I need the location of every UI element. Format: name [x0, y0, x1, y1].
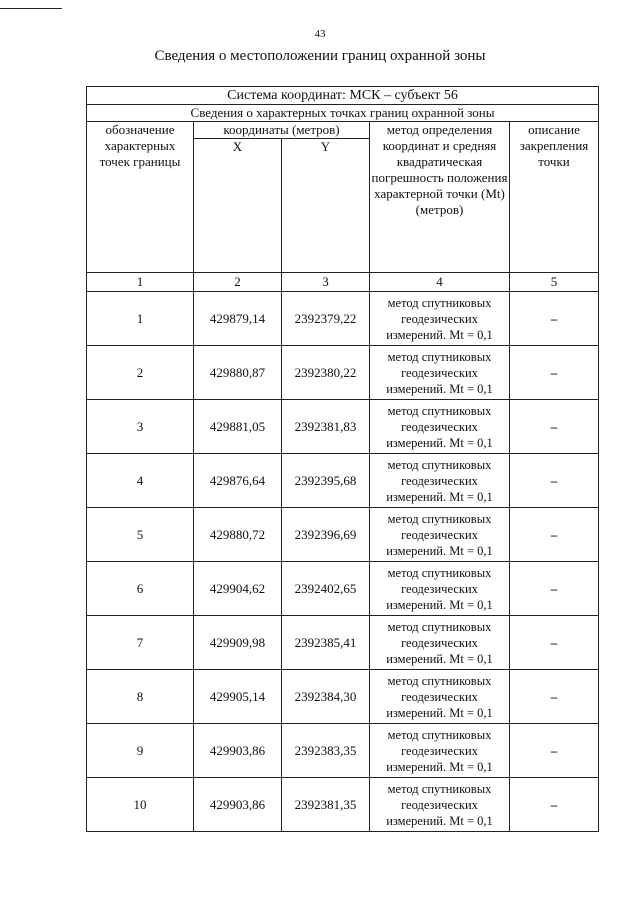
- method-cell: метод спутниковых геодезических измерений. Mt = 0,1: [370, 346, 510, 400]
- fixing-description: –: [510, 400, 599, 454]
- table-row: [87, 400, 599, 454]
- subheader-row: [87, 105, 599, 122]
- coordinate-y: 2392381,35: [282, 778, 370, 832]
- column-number: 4: [370, 273, 510, 292]
- coordinate-y: 2392380,22: [282, 346, 370, 400]
- table-row: [87, 616, 599, 670]
- coordinate-x: 429909,98: [194, 616, 282, 670]
- coordinate-y: 2392396,69: [282, 508, 370, 562]
- header-point-designation: обозначение характерных точек границы: [87, 122, 194, 273]
- coordinate-system-header: Система координат: МСК – субъект 56: [87, 87, 599, 105]
- point-number: 9: [87, 724, 194, 778]
- header-x: X: [194, 139, 282, 273]
- coordinate-y: 2392395,68: [282, 454, 370, 508]
- page-number: 43: [314, 28, 326, 40]
- fixing-description: –: [510, 454, 599, 508]
- point-number: 1: [87, 292, 194, 346]
- coordinate-x: 429905,14: [194, 670, 282, 724]
- boundary-points-table: [86, 86, 599, 832]
- coordinate-x: 429903,86: [194, 724, 282, 778]
- header-coordinates: координаты (метров): [194, 122, 370, 139]
- fixing-description: –: [510, 562, 599, 616]
- table-row: [87, 724, 599, 778]
- table-row: [87, 778, 599, 832]
- point-number: 7: [87, 616, 194, 670]
- method-cell: метод спутниковых геодезических измерений. Mt = 0,1: [370, 292, 510, 346]
- coordinate-x: 429880,87: [194, 346, 282, 400]
- table-row: [87, 562, 599, 616]
- fixing-description: –: [510, 292, 599, 346]
- method-cell: метод спутниковых геодезических измерений. Mt = 0,1: [370, 778, 510, 832]
- point-number: 6: [87, 562, 194, 616]
- coordinate-y: 2392384,30: [282, 670, 370, 724]
- column-number: 1: [87, 273, 194, 292]
- table-subheader: Сведения о характерных точках границ охранной зоны: [87, 105, 599, 122]
- coordinate-y: 2392381,83: [282, 400, 370, 454]
- table-row: [87, 454, 599, 508]
- column-number-row: [87, 273, 599, 292]
- fixing-description: –: [510, 616, 599, 670]
- coordinate-x: 429903,86: [194, 778, 282, 832]
- method-cell: метод спутниковых геодезических измерений. Mt = 0,1: [370, 400, 510, 454]
- table-row: [87, 346, 599, 400]
- point-number: 2: [87, 346, 194, 400]
- point-number: 3: [87, 400, 194, 454]
- column-number: 2: [194, 273, 282, 292]
- point-number: 10: [87, 778, 194, 832]
- document-title: Сведения о местоположении границ охранной зоны: [154, 48, 486, 64]
- header-fixing-description: описание закрепления точки: [510, 122, 599, 273]
- fixing-description: –: [510, 508, 599, 562]
- system-header-row: [87, 87, 599, 105]
- coordinate-y: 2392402,65: [282, 562, 370, 616]
- table-row: [87, 508, 599, 562]
- table-row: [87, 670, 599, 724]
- coordinate-y: 2392379,22: [282, 292, 370, 346]
- column-number: 5: [510, 273, 599, 292]
- method-cell: метод спутниковых геодезических измерений. Mt = 0,1: [370, 724, 510, 778]
- method-cell: метод спутниковых геодезических измерений. Mt = 0,1: [370, 670, 510, 724]
- coordinate-x: 429876,64: [194, 454, 282, 508]
- fixing-description: –: [510, 724, 599, 778]
- header-method: метод определения координат и средняя квадратическая погрешность положения характерной точки (Mt) (метров): [370, 122, 510, 273]
- coordinate-x: 429880,72: [194, 508, 282, 562]
- column-header-row: [87, 122, 599, 139]
- fixing-description: –: [510, 670, 599, 724]
- column-number: 3: [282, 273, 370, 292]
- coordinate-y: 2392385,41: [282, 616, 370, 670]
- point-number: 4: [87, 454, 194, 508]
- point-number: 8: [87, 670, 194, 724]
- fixing-description: –: [510, 346, 599, 400]
- coordinate-x: 429879,14: [194, 292, 282, 346]
- header-y: Y: [282, 139, 370, 273]
- coordinate-x: 429904,62: [194, 562, 282, 616]
- corner-rule: [0, 8, 62, 9]
- coordinate-y: 2392383,35: [282, 724, 370, 778]
- coordinate-x: 429881,05: [194, 400, 282, 454]
- table-row: [87, 292, 599, 346]
- point-number: 5: [87, 508, 194, 562]
- method-cell: метод спутниковых геодезических измерений. Mt = 0,1: [370, 508, 510, 562]
- method-cell: метод спутниковых геодезических измерений. Mt = 0,1: [370, 454, 510, 508]
- fixing-description: –: [510, 778, 599, 832]
- method-cell: метод спутниковых геодезических измерений. Mt = 0,1: [370, 562, 510, 616]
- method-cell: метод спутниковых геодезических измерений. Mt = 0,1: [370, 616, 510, 670]
